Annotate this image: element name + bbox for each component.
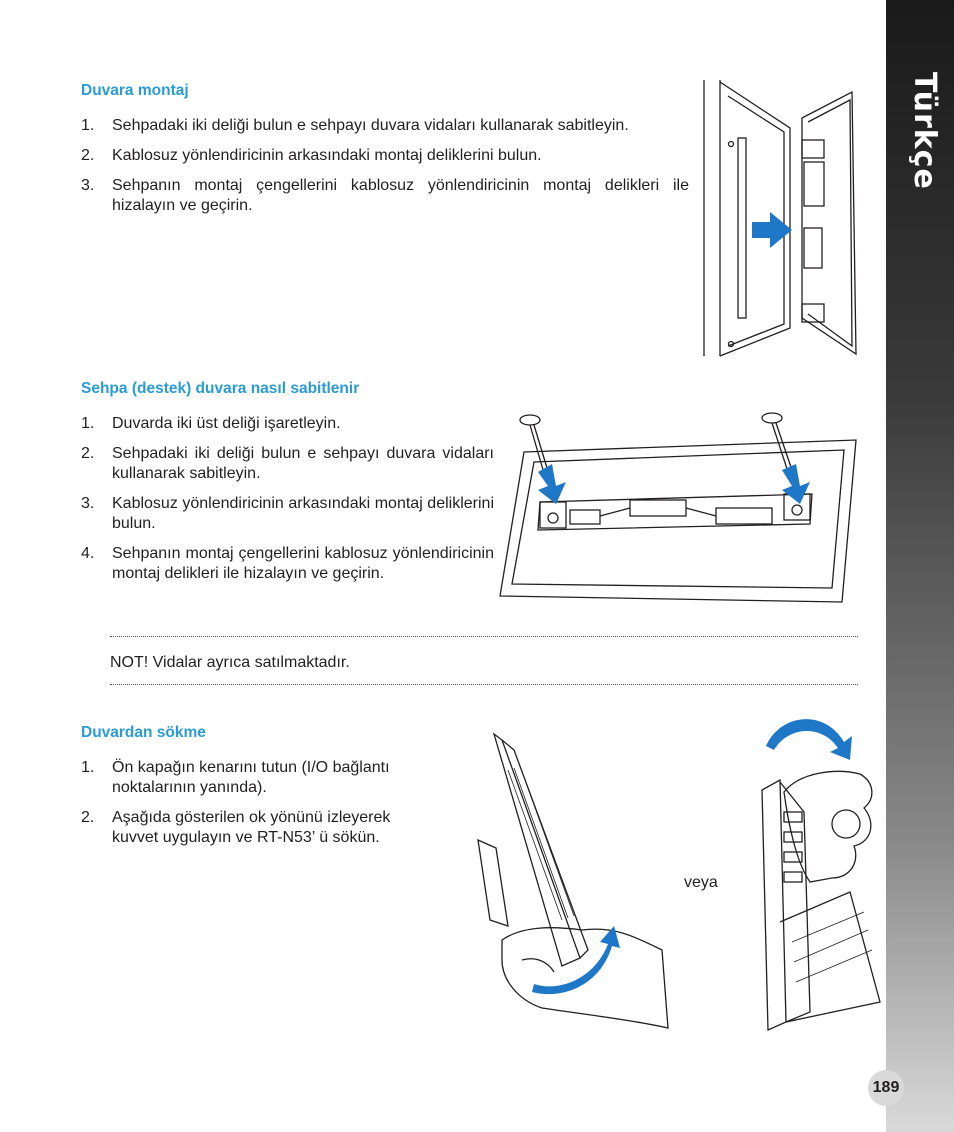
wall-mount-illustration bbox=[700, 78, 860, 358]
list-item: 1. Duvarda iki üst deliği işaretleyin. bbox=[81, 415, 341, 432]
or-label: veya bbox=[684, 874, 718, 891]
note-text: NOT! Vidalar ayrıca satılmaktadır. bbox=[110, 654, 350, 671]
list-item: 2. Kablosuz yönlendiricinin arkasındaki montaj deliklerini bulun. bbox=[81, 147, 542, 164]
language-label: Türkçe bbox=[907, 72, 942, 190]
list-wall-mount bbox=[81, 116, 689, 226]
section-heading-wall-mount: Duvara montaj bbox=[81, 82, 189, 99]
screw-icon bbox=[520, 413, 794, 480]
list-item: 4. Sehpanın montaj çengellerini kablosuz yönlendiricinin montaj delikleri ile hizalayın ve geçirin. bbox=[81, 545, 494, 582]
note-divider-top bbox=[110, 636, 858, 637]
page-number: 189 bbox=[868, 1070, 904, 1106]
arrow-down-icon bbox=[782, 464, 810, 504]
arrow-down-icon bbox=[538, 464, 566, 504]
list-item: 1. Ön kapağın kenarını tutun (I/O bağlantı noktalarının yanında). bbox=[81, 759, 390, 796]
list-stand-fix bbox=[81, 414, 494, 594]
list-item: 2. Sehpadaki iki deliği bulun e sehpayı duvara vidaları kullanarak sabitleyin. bbox=[81, 445, 494, 482]
list-item: 3. Kablosuz yönlendiricinin arkasındaki montaj deliklerini bulun. bbox=[81, 495, 494, 532]
stand-screws-illustration bbox=[494, 406, 866, 606]
list-item: 2. Aşağıda gösterilen ok yönünü izleyerek kuvvet uygulayın ve RT-N53’ ü sökün. bbox=[81, 809, 391, 846]
section-heading-stand-fix: Sehpa (destek) duvara nasıl sabitlenir bbox=[81, 380, 360, 397]
arrow-right-icon bbox=[752, 212, 792, 248]
list-item: 3. Sehpanın montaj çengellerini kablosuz yönlendiricinin montaj delikleri ile hizalayın ve geçirin. bbox=[81, 177, 689, 214]
removal-illustration-right bbox=[740, 712, 882, 1032]
section-heading-removal: Duvardan sökme bbox=[81, 724, 206, 741]
note-divider-bottom bbox=[110, 684, 858, 685]
arrow-curved-icon bbox=[766, 719, 852, 760]
removal-illustration-left bbox=[462, 730, 672, 1030]
list-item: 1. Sehpadaki iki deliği bulun e sehpayı duvara vidaları kullanarak sabitleyin. bbox=[81, 117, 629, 134]
list-removal bbox=[81, 758, 441, 858]
